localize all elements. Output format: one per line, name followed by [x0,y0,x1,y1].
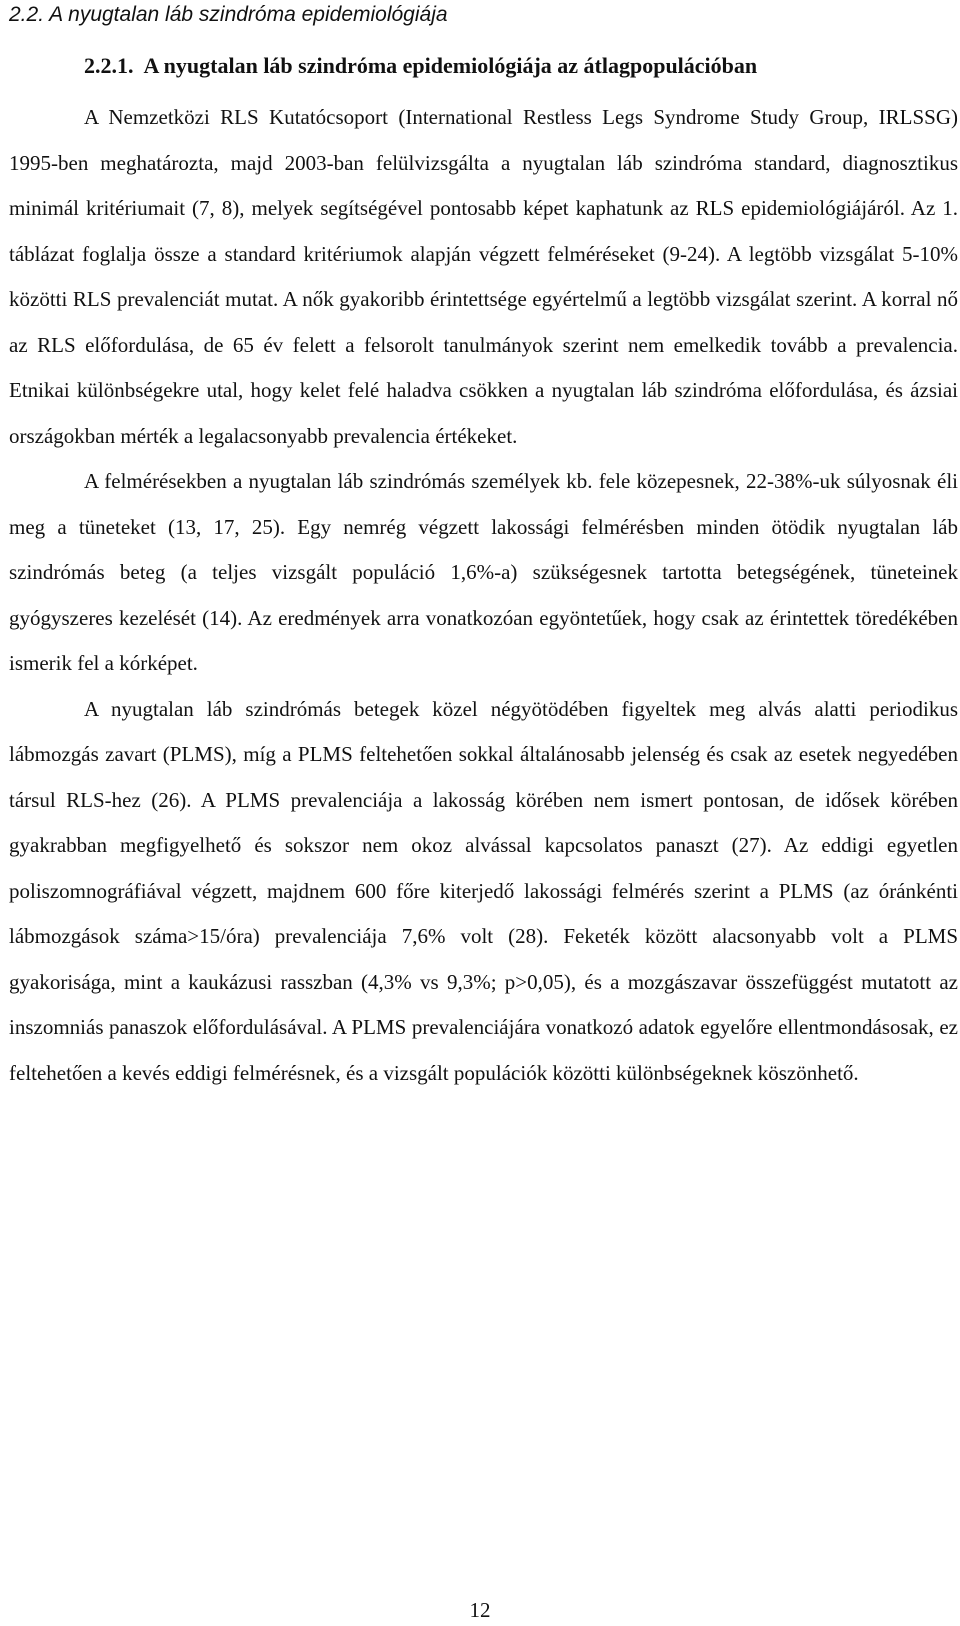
subsection-heading [84,52,757,80]
paragraph-3: A nyugtalan láb szindrómás betegek közel négyötödében figyeltek meg alvás alatti periodikus lábmozgás zavart (PLMS), míg a PLMS feltehetően sokkal általánosabb jelenség és csak az esetek negyedében társul RLS-hez (26). A PLMS prevalenciája a lakosság körében nem ismert pontosan, de idősek körében gyakrabban megfigyelhető és sokszor nem okoz alvással kapcsolatos panaszt (27). Az eddigi egyetlen poliszomnográfiával végzett, majdnem 600 főre kiterjedő lakossági felmérés szerint a PLMS (az óránkénti lábmozgások száma>15/óra) prevalenciája 7,6% volt (28). Feketék között alacsonyabb volt a PLMS gyakorisága, mint a kaukázusi rasszban (4,3% vs 9,3%; p>0,05), és a mozgászavar összefüggést mutatott az inszomniás panaszok előfordulásával. A PLMS prevalenciájára vonatkozó adatok egyelőre ellentmondásosak, ez feltehetően a kevés eddigi felmérésnek, és a vizsgált populációk közötti különbségeknek köszönhető. [9,696,958,1085]
page-number: 12 [469,1598,491,1622]
paragraph-2: A felmérésekben a nyugtalan láb szindrómás személyek kb. fele közepesnek, 22-38%-uk súlyosnak éli meg a tüneteket (13, 17, 25). Egy nemrég végzett lakossági felmérésben minden ötödik nyugtalan láb szindrómás beteg (a teljes vizsgált populáció 1,6%-a) szükségesnek tartotta betegségének, tüneteinek gyógyszeres kezelését (14). Az eredmények arra vonatkozóan egyöntetűek, hogy csak az érintettek töredékében ismerik fel a kórképet. [9,469,958,675]
section-heading: 2.2. A nyugtalan láb szindróma epidemiológiája [9,3,448,26]
subsection-title: A nyugtalan láb szindróma epidemiológiája az átlagpopulációban [143,53,758,78]
subsection-number: 2.2.1. [84,53,134,78]
body-text [9,95,958,1096]
paragraph-1: A Nemzetközi RLS Kutatócsoport (International Restless Legs Syndrome Study Group, IRLSSG) 1995-ben meghatározta, majd 2003-ban felülvizsgálta a nyugtalan láb szindróma standard, diagnosztikus minimál kritériumait (7, 8), melyek segítségével pontosabb képet kaphatunk az RLS epidemiológiájáról. Az 1. táblázat foglalja össze a standard kritériumok alapján végzett felméréseket (9-24). A legtöbb vizsgálat 5-10% közötti RLS prevalenciát mutat. A nők gyakoribb érintettsége egyértelmű a legtöbb vizsgálat szerint. A korral nő az RLS előfordulása, de 65 év felett a felsorolt tanulmányok szerint nem emelkedik tovább a prevalencia. Etnikai különbségekre utal, hogy kelet felé haladva csökken a nyugtalan láb szindróma előfordulása, és ázsiai országokban mérték a legalacsonyabb prevalencia értékeket. [9,105,958,448]
